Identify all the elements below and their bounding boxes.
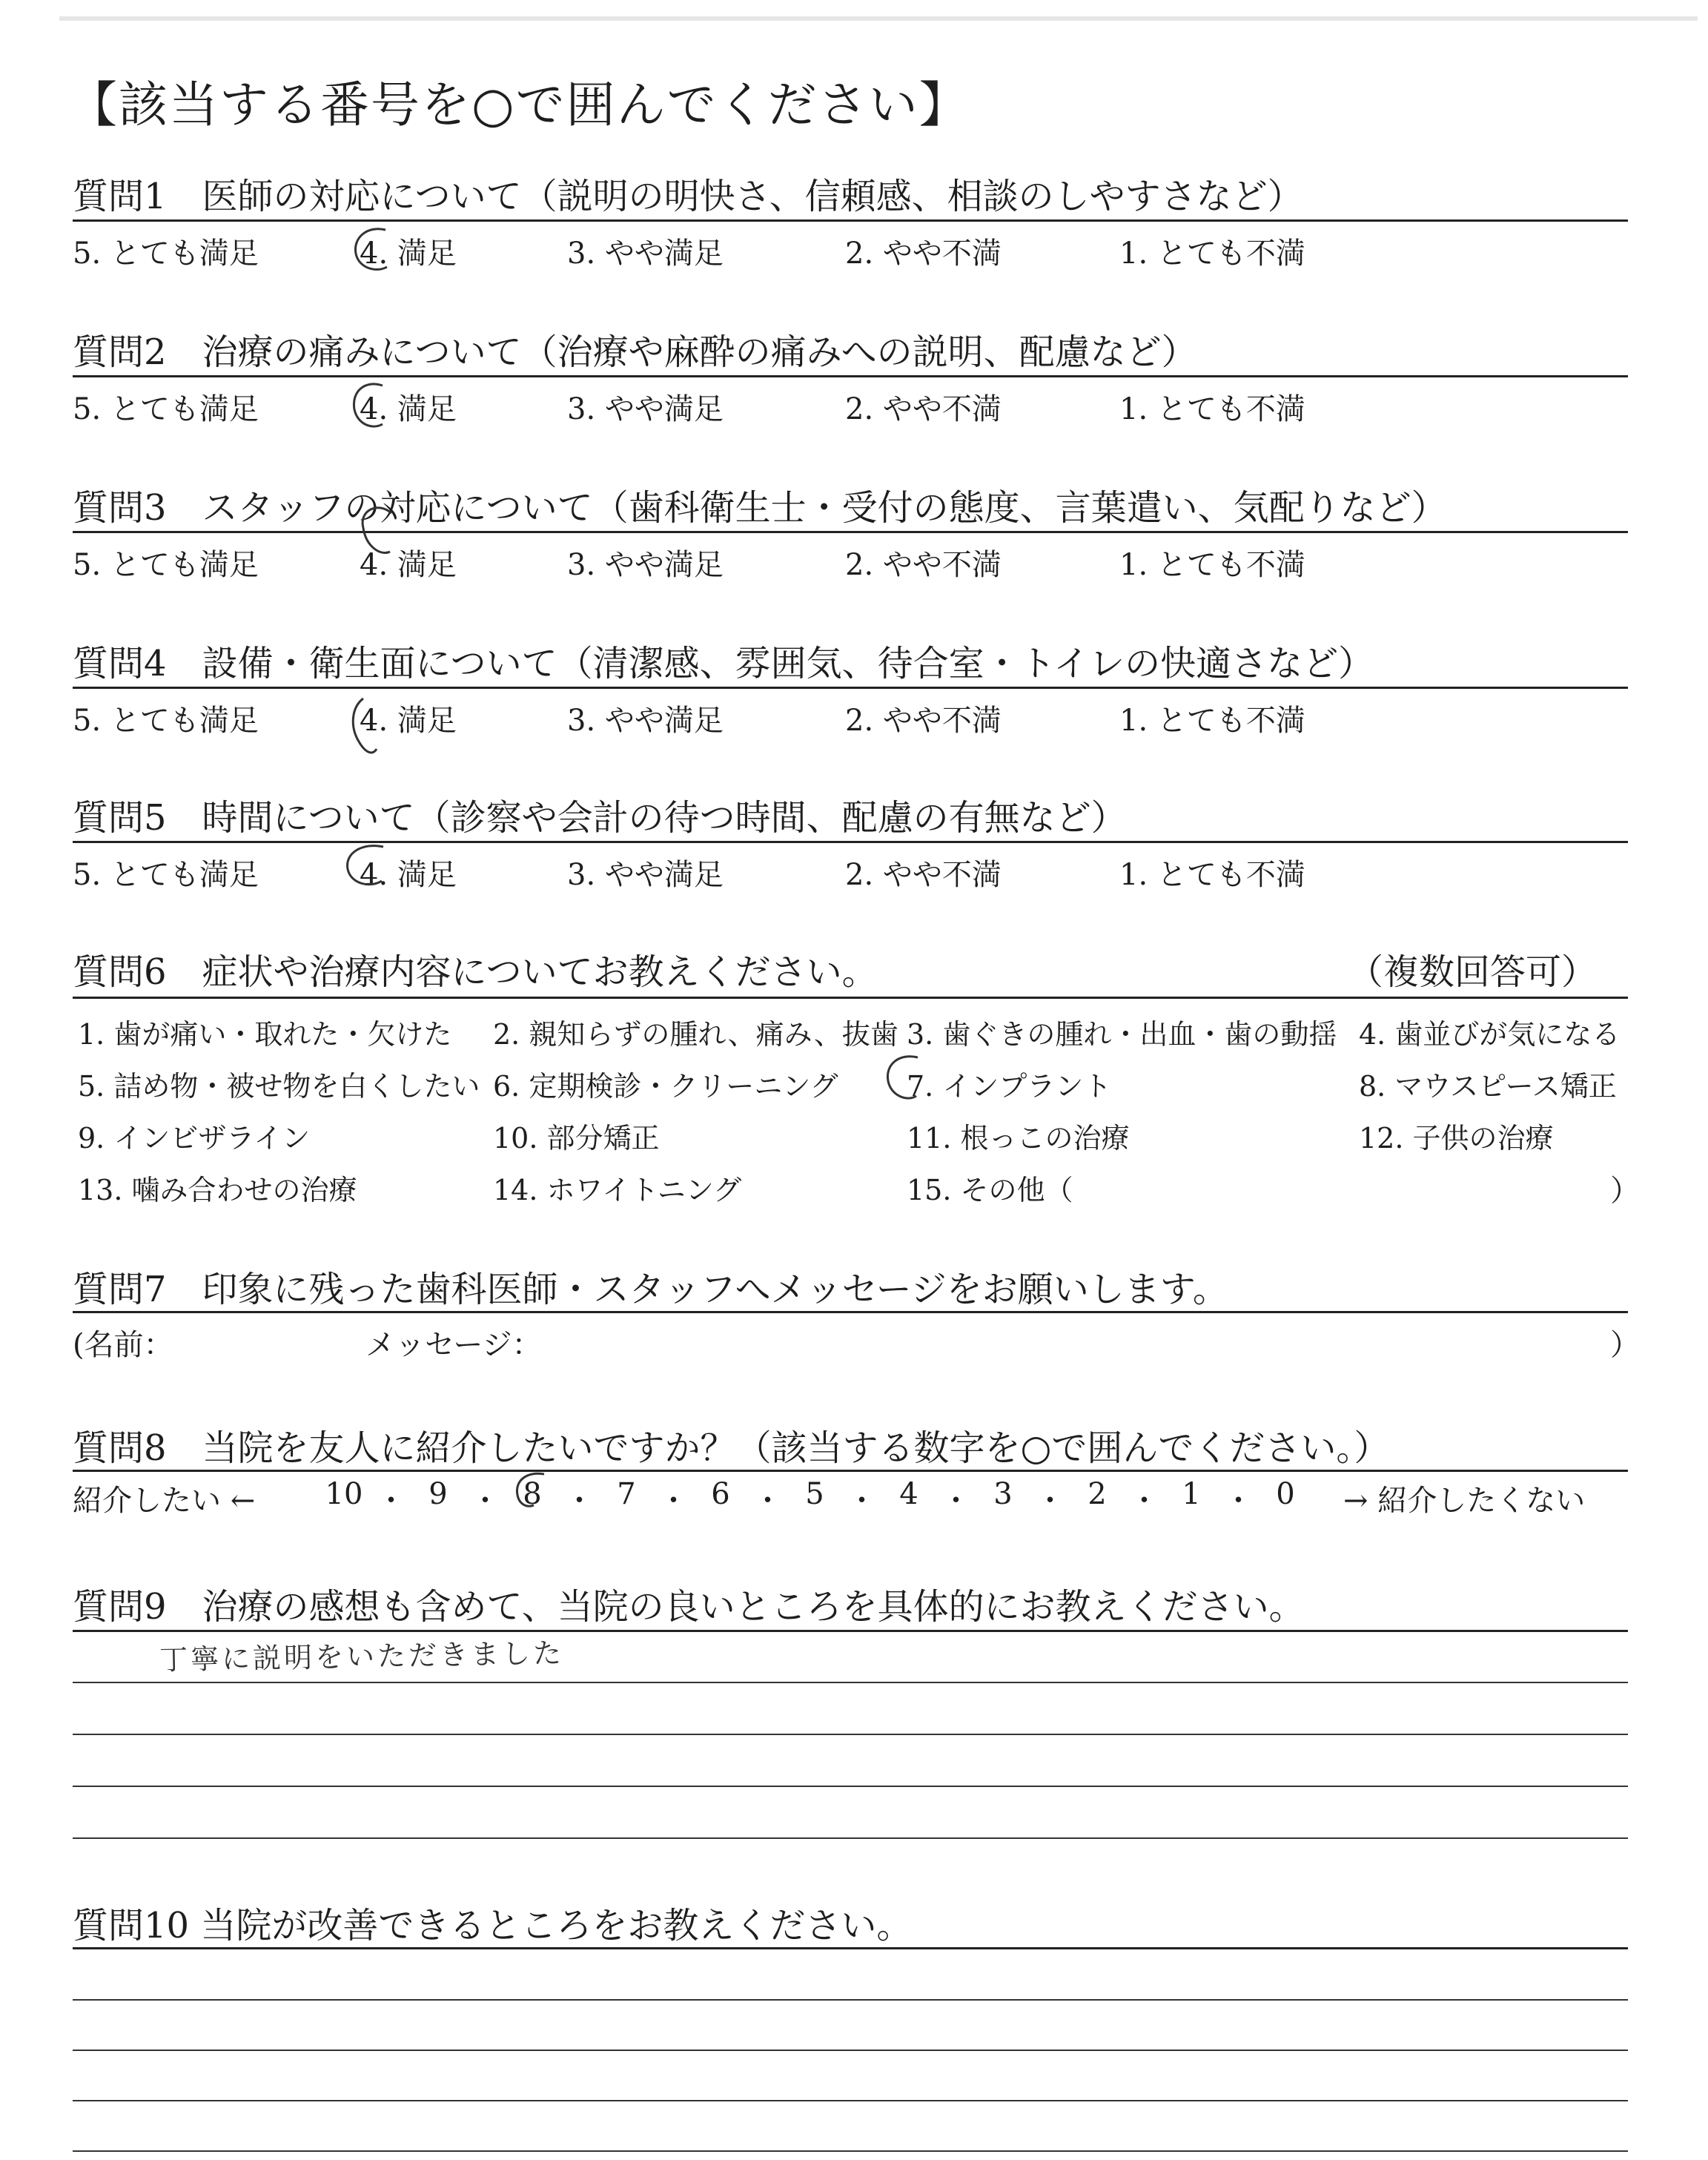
q6-option-15[interactable]: 15. その他（ bbox=[907, 1174, 1073, 1206]
q8-scale-separator: ・ bbox=[1035, 1484, 1065, 1518]
q3-option-5[interactable]: 5. とても満足 bbox=[73, 548, 259, 582]
q4-option-3[interactable]: 3. やや満足 bbox=[567, 704, 724, 738]
q3-option-4[interactable]: 4. 満足 bbox=[360, 548, 457, 582]
q8-scale-5[interactable]: 5 bbox=[805, 1477, 824, 1511]
q2-option-3[interactable]: 3. やや満足 bbox=[567, 392, 724, 426]
q8-scale-separator: ・ bbox=[658, 1484, 689, 1518]
q6-option-14[interactable]: 14. ホワイトニング bbox=[493, 1174, 742, 1206]
q3-option-3[interactable]: 3. やや満足 bbox=[567, 548, 724, 582]
q6-option-7[interactable]: 7. インプラント bbox=[907, 1070, 1112, 1103]
q6-other-close-paren: ） bbox=[1610, 1174, 1640, 1208]
q8-scale-separator: ・ bbox=[376, 1484, 406, 1518]
q8-scale-separator: ・ bbox=[1129, 1484, 1159, 1518]
q1-option-2[interactable]: 2. やや不満 bbox=[845, 237, 1002, 271]
q10-answer-line bbox=[73, 2150, 1628, 2152]
q4-option-1[interactable]: 1. とても不満 bbox=[1119, 704, 1305, 738]
q7-close-paren: ） bbox=[1610, 1328, 1640, 1362]
q5-option-3[interactable]: 3. やや満足 bbox=[567, 858, 724, 892]
question-7-title: 質問7 印象に残った歯科医師・スタッフへメッセージをお願いします。 bbox=[73, 1269, 1228, 1310]
q9-handwritten-answer[interactable]: 丁寧に説明をいただきました bbox=[159, 1636, 565, 1677]
q1-option-4[interactable]: 4. 満足 bbox=[360, 237, 457, 271]
question-6-rule bbox=[73, 997, 1628, 999]
scan-top-edge bbox=[59, 16, 1698, 21]
q6-option-13[interactable]: 13. 噛み合わせの治療 bbox=[78, 1174, 357, 1206]
q10-answer-line bbox=[73, 1999, 1628, 2001]
q3-option-2[interactable]: 2. やや不満 bbox=[845, 548, 1002, 582]
question-10-title: 質問10 当院が改善できるところをお教えください。 bbox=[73, 1905, 913, 1946]
q8-scale-6[interactable]: 6 bbox=[711, 1477, 730, 1511]
q6-option-11[interactable]: 11. 根っこの治療 bbox=[907, 1122, 1130, 1155]
q2-option-5[interactable]: 5. とても満足 bbox=[73, 392, 259, 426]
q6-option-4[interactable]: 4. 歯並びが気になる bbox=[1359, 1018, 1621, 1051]
q4-option-4[interactable]: 4. 満足 bbox=[360, 704, 457, 738]
question-4-title: 質問4 設備・衛生面について（清潔感、雰囲気、待合室・トイレの快適さなど） bbox=[73, 643, 1374, 684]
question-3-rule bbox=[73, 531, 1628, 533]
q6-option-3[interactable]: 3. 歯ぐきの腫れ・出血・歯の動揺 bbox=[907, 1018, 1337, 1051]
q8-right-label: → 紹介したくない bbox=[1343, 1484, 1586, 1518]
q8-scale-separator: ・ bbox=[564, 1484, 595, 1518]
q6-option-2[interactable]: 2. 親知らずの腫れ、痛み、抜歯 bbox=[493, 1018, 898, 1051]
q8-scale-separator: ・ bbox=[470, 1484, 500, 1518]
q10-answer-line bbox=[73, 2050, 1628, 2051]
q8-scale-1[interactable]: 1 bbox=[1182, 1477, 1201, 1511]
question-5-title: 質問5 時間について（診察や会計の待つ時間、配慮の有無など） bbox=[73, 797, 1127, 839]
q9-answer-line bbox=[73, 1682, 1628, 1683]
q6-option-6[interactable]: 6. 定期検診・クリーニング bbox=[493, 1070, 838, 1103]
q2-option-2[interactable]: 2. やや不満 bbox=[845, 392, 1002, 426]
q8-scale-7[interactable]: 7 bbox=[617, 1477, 636, 1511]
question-5-rule bbox=[73, 841, 1628, 843]
q8-scale-8[interactable]: 8 bbox=[523, 1477, 542, 1511]
question-6-title: 質問6 症状や治療内容についてお教えください。 bbox=[73, 951, 878, 993]
q10-answer-line bbox=[73, 2100, 1628, 2101]
q6-option-5[interactable]: 5. 詰め物・被せ物を白くしたい bbox=[78, 1070, 480, 1103]
q8-scale-10[interactable]: 10 bbox=[325, 1477, 363, 1511]
question-2-rule bbox=[73, 375, 1628, 377]
page-title: 【該当する番号を○で囲んでください】 bbox=[68, 76, 970, 133]
q8-scale-2[interactable]: 2 bbox=[1088, 1477, 1107, 1511]
q8-scale-0[interactable]: 0 bbox=[1276, 1477, 1295, 1511]
q2-option-4[interactable]: 4. 満足 bbox=[360, 392, 457, 426]
q7-name-label: (名前： bbox=[73, 1328, 173, 1362]
q8-scale-separator: ・ bbox=[1223, 1484, 1254, 1518]
q5-option-5[interactable]: 5. とても満足 bbox=[73, 858, 259, 892]
q4-option-2[interactable]: 2. やや不満 bbox=[845, 704, 1002, 738]
question-8-title: 質問8 当院を友人に紹介したいですか？（該当する数字を○で囲んでください。） bbox=[73, 1427, 1390, 1469]
q5-option-2[interactable]: 2. やや不満 bbox=[845, 858, 1002, 892]
question-8-rule bbox=[73, 1470, 1628, 1472]
q9-answer-line bbox=[73, 1734, 1628, 1735]
q1-option-3[interactable]: 3. やや満足 bbox=[567, 237, 724, 271]
q9-answer-line bbox=[73, 1786, 1628, 1787]
q1-option-1[interactable]: 1. とても不満 bbox=[1119, 237, 1305, 271]
q8-scale-separator: ・ bbox=[752, 1484, 783, 1518]
q8-scale-9[interactable]: 9 bbox=[428, 1477, 448, 1511]
question-9-rule bbox=[73, 1630, 1628, 1632]
q6-option-9[interactable]: 9. インビザライン bbox=[78, 1122, 311, 1155]
q8-scale-separator: ・ bbox=[847, 1484, 877, 1518]
q6-option-8[interactable]: 8. マウスピース矯正 bbox=[1359, 1070, 1617, 1103]
q2-option-1[interactable]: 1. とても不満 bbox=[1119, 392, 1305, 426]
q6-option-1[interactable]: 1. 歯が痛い・取れた・欠けた bbox=[78, 1018, 452, 1051]
q8-scale-4[interactable]: 4 bbox=[899, 1477, 918, 1511]
q8-scale-3[interactable]: 3 bbox=[993, 1477, 1013, 1511]
question-3-title: 質問3 スタッフの対応について（歯科衛生士・受付の態度、言葉遣い、気配りなど） bbox=[73, 487, 1447, 529]
q9-answer-line bbox=[73, 1837, 1628, 1839]
question-2-title: 質問2 治療の痛みについて（治療や麻酔の痛みへの説明、配慮など） bbox=[73, 331, 1197, 373]
q6-option-10[interactable]: 10. 部分矯正 bbox=[493, 1122, 660, 1155]
question-4-rule bbox=[73, 687, 1628, 689]
q8-scale-separator: ・ bbox=[941, 1484, 971, 1518]
q8-left-label: 紹介したい ← bbox=[73, 1484, 256, 1518]
question-1-title: 質問1 医師の対応について（説明の明快さ、信頼感、相談のしやすさなど） bbox=[73, 176, 1303, 217]
question-10-rule bbox=[73, 1947, 1628, 1949]
question-6-note: （複数回答可） bbox=[1347, 951, 1597, 993]
q3-option-1[interactable]: 1. とても不満 bbox=[1119, 548, 1305, 582]
question-1-rule bbox=[73, 219, 1628, 222]
q1-option-5[interactable]: 5. とても満足 bbox=[73, 237, 259, 271]
q4-option-5[interactable]: 5. とても満足 bbox=[73, 704, 259, 738]
q5-option-1[interactable]: 1. とても不満 bbox=[1119, 858, 1305, 892]
q6-option-12[interactable]: 12. 子供の治療 bbox=[1359, 1122, 1554, 1155]
question-7-rule bbox=[73, 1311, 1628, 1313]
q7-message-label: メッセージ： bbox=[365, 1328, 542, 1362]
q5-option-4[interactable]: 4. 満足 bbox=[360, 858, 457, 892]
question-9-title: 質問9 治療の感想も含めて、当院の良いところを具体的にお教えください。 bbox=[73, 1586, 1305, 1628]
